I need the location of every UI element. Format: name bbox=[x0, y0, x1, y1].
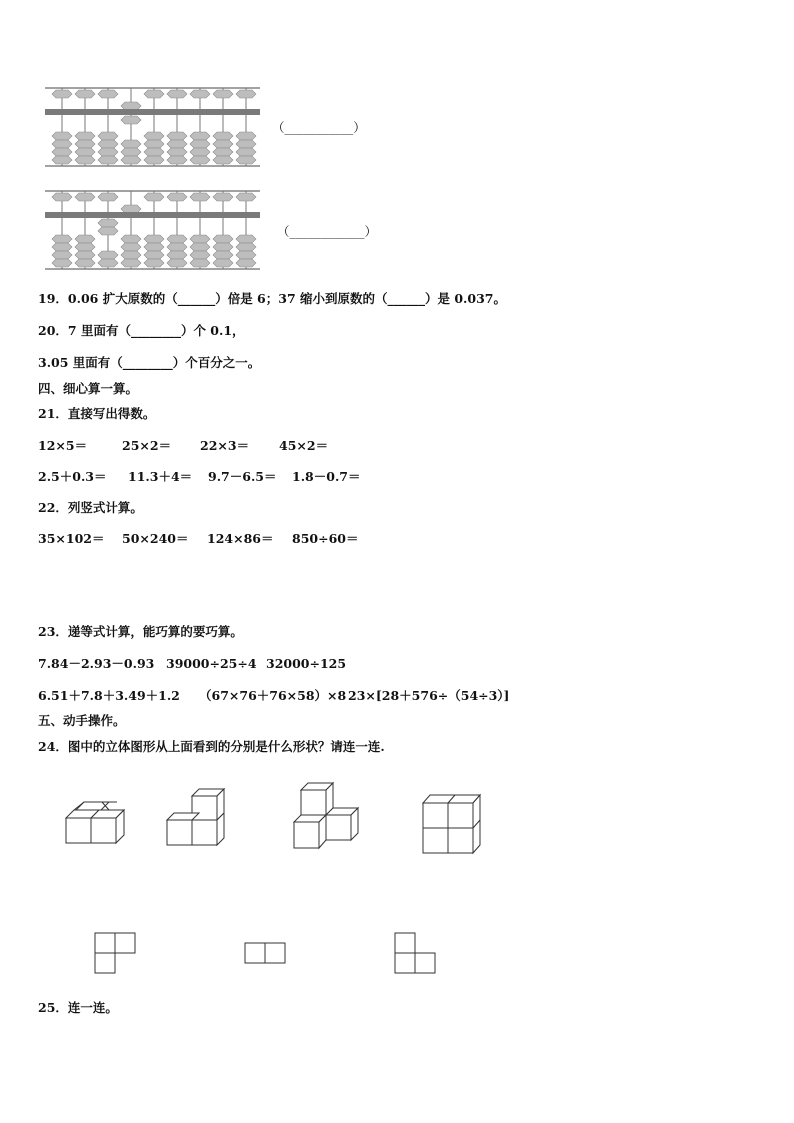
abacus-upper-bead bbox=[167, 90, 187, 98]
abacus-lower-bead bbox=[52, 132, 72, 140]
top-view-2 bbox=[245, 943, 285, 963]
abacus-lower-bead bbox=[52, 140, 72, 148]
question-23: 23．递等式计算，能巧算的要巧算。 bbox=[38, 624, 243, 639]
abacus-lower-bead bbox=[98, 259, 118, 267]
question-20a: 20．7 里面有（________）个 0.1， bbox=[38, 323, 245, 338]
abacus-lower-bead bbox=[121, 259, 141, 267]
abacus-upper-bead bbox=[52, 90, 72, 98]
abacus-lower-bead bbox=[52, 148, 72, 156]
abacus-lower-bead bbox=[75, 235, 95, 243]
abacus-upper-bead bbox=[75, 193, 95, 201]
abacus-lower-bead bbox=[52, 251, 72, 259]
abacus-upper-bead bbox=[190, 90, 210, 98]
abacus-upper-bead bbox=[121, 102, 141, 110]
q22-item: 35×102＝ bbox=[38, 531, 105, 546]
abacus-lower-bead bbox=[167, 235, 187, 243]
abacus-lower-bead bbox=[75, 251, 95, 259]
abacus-upper-bead bbox=[190, 193, 210, 201]
solid-3 bbox=[294, 783, 358, 848]
abacus-lower-bead bbox=[144, 140, 164, 148]
abacus-lower-bead bbox=[190, 251, 210, 259]
abacus-lower-bead bbox=[213, 148, 233, 156]
question-25: 25．连一连。 bbox=[38, 1000, 118, 1015]
abacus-lower-bead bbox=[236, 259, 256, 267]
abacus-lower-bead bbox=[236, 132, 256, 140]
abacus-lower-bead bbox=[98, 148, 118, 156]
abacus-lower-bead bbox=[190, 140, 210, 148]
q22-item: 850÷60＝ bbox=[292, 531, 359, 546]
top-view-3 bbox=[395, 933, 435, 973]
section-4-heading: 四、细心算一算。 bbox=[38, 381, 139, 396]
abacus-lower-bead bbox=[167, 243, 187, 251]
abacus-lower-bead bbox=[52, 156, 72, 164]
abacus-lower-bead bbox=[75, 148, 95, 156]
question-22: 22．列竖式计算。 bbox=[38, 500, 143, 515]
abacus-lower-bead bbox=[98, 156, 118, 164]
abacus-lower-bead bbox=[121, 140, 141, 148]
q21-item: 22×3＝ bbox=[200, 438, 250, 453]
abacus-lower-bead bbox=[236, 235, 256, 243]
abacus-lower-bead bbox=[144, 251, 164, 259]
abacus-lower-bead bbox=[190, 156, 210, 164]
abacus-lower-bead bbox=[167, 251, 187, 259]
abacus-lower-bead bbox=[213, 156, 233, 164]
abacus-upper-bead bbox=[144, 193, 164, 201]
abacus-lower-bead bbox=[144, 148, 164, 156]
abacus-lower-bead bbox=[98, 251, 118, 259]
abacus-lower-bead bbox=[213, 132, 233, 140]
abacus-lower-bead bbox=[167, 259, 187, 267]
abacus-lower-bead bbox=[144, 156, 164, 164]
question-20b: 3.05 里面有（________）个百分之一。 bbox=[38, 355, 261, 370]
abacus-lower-bead bbox=[167, 156, 187, 164]
abacus-lower-bead bbox=[75, 259, 95, 267]
q22-item: 50×240＝ bbox=[122, 531, 189, 546]
q22-item: 124×86＝ bbox=[207, 531, 274, 546]
question-24: 24．图中的立体图形从上面看到的分别是什么形状？请连一连. bbox=[38, 739, 385, 754]
abacus-lower-bead bbox=[144, 235, 164, 243]
abacus-lower-bead bbox=[144, 132, 164, 140]
abacus-lower-bead bbox=[213, 251, 233, 259]
abacus-upper-bead bbox=[98, 193, 118, 201]
abacus-answer-2: （____________） bbox=[277, 224, 378, 239]
abacus-lower-bead bbox=[167, 148, 187, 156]
abacus-lower-bead bbox=[75, 140, 95, 148]
section-5-heading: 五、动手操作。 bbox=[38, 713, 126, 728]
abacus-upper-bead bbox=[75, 90, 95, 98]
abacus-lower-bead bbox=[121, 235, 141, 243]
abacus-lower-bead bbox=[236, 148, 256, 156]
abacus-lower-bead bbox=[75, 132, 95, 140]
abacus-lower-bead bbox=[213, 259, 233, 267]
abacus-lower-bead bbox=[236, 243, 256, 251]
q21-item: 45×2＝ bbox=[279, 438, 329, 453]
abacus-lower-bead bbox=[167, 132, 187, 140]
q21-item: 25×2＝ bbox=[122, 438, 172, 453]
q23-item: 39000÷25÷4 bbox=[166, 656, 257, 671]
abacus-lower-bead bbox=[190, 235, 210, 243]
abacus-lower-bead bbox=[98, 219, 118, 227]
abacus-lower-bead bbox=[144, 259, 164, 267]
abacus-figures bbox=[0, 0, 794, 290]
abacus-lower-bead bbox=[121, 148, 141, 156]
abacus-upper-bead bbox=[236, 193, 256, 201]
abacus-lower-bead bbox=[190, 148, 210, 156]
q21-item: 11.3＋4＝ bbox=[128, 469, 193, 484]
abacus-lower-bead bbox=[121, 243, 141, 251]
abacus-lower-bead bbox=[167, 140, 187, 148]
abacus-lower-bead bbox=[52, 235, 72, 243]
abacus-lower-bead bbox=[236, 140, 256, 148]
abacus-lower-bead bbox=[98, 132, 118, 140]
q21-item: 9.7－6.5＝ bbox=[208, 469, 277, 484]
abacus-lower-bead bbox=[121, 156, 141, 164]
solid-2 bbox=[167, 789, 224, 845]
q23-item: 6.51＋7.8＋3.49＋1.2 bbox=[38, 688, 180, 703]
q23-item: 7.84－2.93－0.93 bbox=[38, 656, 155, 671]
abacus-lower-bead bbox=[98, 227, 118, 235]
abacus-upper-bead bbox=[213, 90, 233, 98]
solid-1 bbox=[66, 802, 124, 843]
abacus-upper-bead bbox=[144, 90, 164, 98]
abacus-lower-bead bbox=[98, 140, 118, 148]
abacus-upper-bead bbox=[167, 193, 187, 201]
abacus-lower-bead bbox=[121, 116, 141, 124]
q23-item: 23×[28＋576÷（54÷3）] bbox=[348, 688, 510, 703]
abacus-lower-bead bbox=[236, 156, 256, 164]
abacus-upper-bead bbox=[236, 90, 256, 98]
abacus-lower-bead bbox=[236, 251, 256, 259]
q21-item: 1.8－0.7＝ bbox=[292, 469, 361, 484]
question-19: 19．0.06 扩大原数的（______）倍是 6；37 缩小到原数的（______）是 0.037。 bbox=[38, 291, 506, 306]
abacus-upper-bead bbox=[98, 90, 118, 98]
q21-item: 12×5＝ bbox=[38, 438, 88, 453]
top-view-1 bbox=[95, 933, 135, 973]
abacus-lower-bead bbox=[190, 259, 210, 267]
abacus-upper-bead bbox=[52, 193, 72, 201]
abacus-lower-bead bbox=[190, 132, 210, 140]
abacus-lower-bead bbox=[52, 259, 72, 267]
abacus-lower-bead bbox=[144, 243, 164, 251]
solid-4 bbox=[423, 795, 480, 853]
abacus-lower-bead bbox=[213, 140, 233, 148]
abacus-upper-bead bbox=[121, 205, 141, 213]
abacus-answer-1: （___________） bbox=[272, 120, 366, 135]
abacus-beam bbox=[45, 109, 260, 115]
q23-item: 32000÷125 bbox=[266, 656, 347, 671]
abacus-lower-bead bbox=[190, 243, 210, 251]
q21-item: 2.5＋0.3＝ bbox=[38, 469, 107, 484]
abacus-lower-bead bbox=[121, 251, 141, 259]
abacus-upper-bead bbox=[213, 193, 233, 201]
abacus-lower-bead bbox=[213, 235, 233, 243]
q23-item: （67×76＋76×58）×8 bbox=[199, 688, 347, 703]
abacus-lower-bead bbox=[213, 243, 233, 251]
abacus-lower-bead bbox=[52, 243, 72, 251]
abacus-lower-bead bbox=[75, 243, 95, 251]
abacus-lower-bead bbox=[75, 156, 95, 164]
abacus-beam bbox=[45, 212, 260, 218]
question-21: 21．直接写出得数。 bbox=[38, 406, 156, 421]
